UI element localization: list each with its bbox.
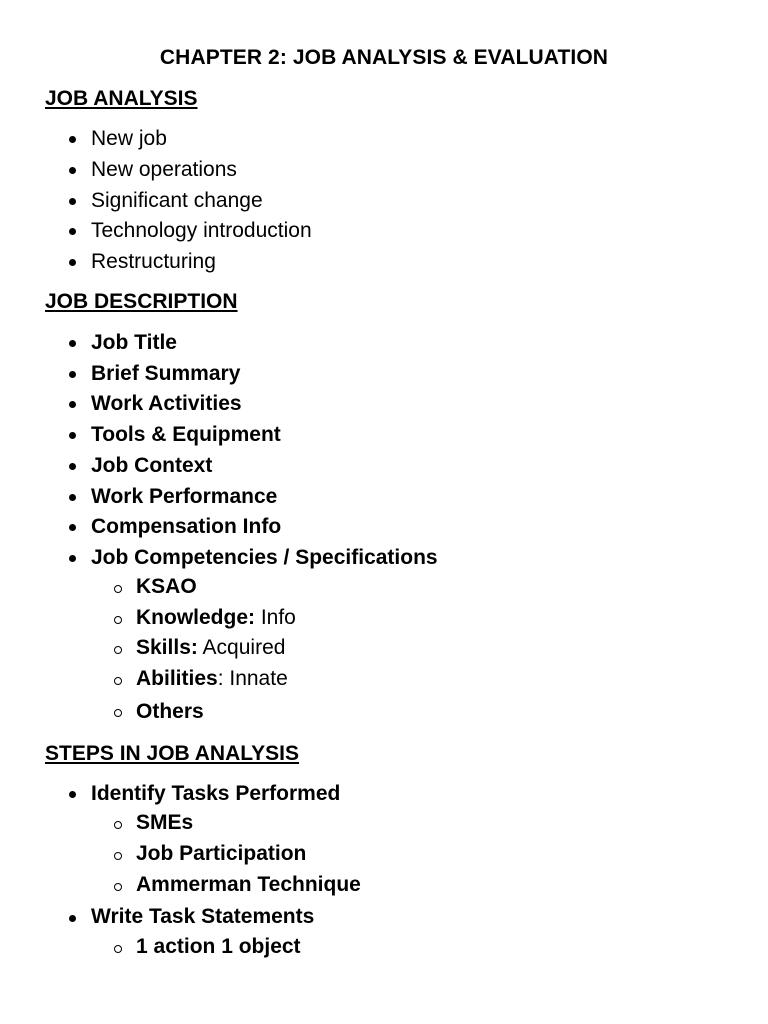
list-item: Job Context — [91, 454, 213, 477]
sub-list-item: Abilities: Innate — [136, 667, 288, 690]
section-heading-steps: STEPS IN JOB ANALYSIS — [45, 742, 300, 765]
list-item: Write Task Statements — [91, 905, 315, 928]
sub-list-item: Others — [136, 700, 204, 723]
section-heading-job-description: JOB DESCRIPTION — [45, 290, 238, 313]
list-item: New job — [91, 127, 167, 150]
page-title: CHAPTER 2: JOB ANALYSIS & EVALUATION — [159, 46, 609, 69]
bullet-icon — [69, 167, 76, 174]
bullet-icon — [69, 463, 76, 470]
list-item: Job Competencies / Specifications — [91, 546, 438, 569]
list-item: Significant change — [91, 189, 263, 212]
sub-bullet-icon — [114, 646, 122, 654]
bullet-icon — [69, 791, 76, 798]
bullet-icon — [69, 371, 76, 378]
list-item: Technology introduction — [91, 219, 312, 242]
bullet-icon — [69, 401, 76, 408]
list-item: Compensation Info — [91, 515, 282, 538]
list-item: Identify Tasks Performed — [91, 782, 341, 805]
bullet-icon — [69, 340, 76, 347]
sub-list-item: Knowledge: Info — [136, 606, 296, 629]
sub-list-item: Skills: Acquired — [136, 636, 286, 659]
sub-list-item: SMEs — [136, 811, 194, 834]
list-item: Job Title — [91, 331, 177, 354]
list-item: Restructuring — [91, 250, 216, 273]
sub-list-item: 1 action 1 object — [136, 935, 301, 958]
bullet-icon — [69, 915, 76, 922]
sub-bullet-icon — [114, 945, 122, 953]
bullet-icon — [69, 136, 76, 143]
section-heading-job-analysis: JOB ANALYSIS — [45, 87, 198, 110]
bullet-icon — [69, 198, 76, 205]
bullet-icon — [69, 228, 76, 235]
list-item: New operations — [91, 158, 237, 181]
bullet-icon — [69, 494, 76, 501]
sub-bullet-icon — [114, 585, 122, 593]
list-item: Work Activities — [91, 392, 242, 415]
bullet-icon — [69, 432, 76, 439]
sub-bullet-icon — [114, 852, 122, 860]
sub-bullet-icon — [114, 821, 122, 829]
sub-bullet-icon — [114, 616, 122, 624]
sub-bullet-icon — [114, 883, 122, 891]
sub-bullet-icon — [114, 677, 122, 685]
list-item: Tools & Equipment — [91, 423, 281, 446]
bullet-icon — [69, 555, 76, 562]
sub-list-item: Job Participation — [136, 842, 307, 865]
bullet-icon — [69, 259, 76, 266]
sub-bullet-icon — [114, 709, 122, 717]
list-item: Work Performance — [91, 485, 278, 508]
list-item: Brief Summary — [91, 362, 241, 385]
sub-list-item: KSAO — [136, 575, 197, 598]
bullet-icon — [69, 524, 76, 531]
sub-list-item: Ammerman Technique — [136, 873, 361, 896]
